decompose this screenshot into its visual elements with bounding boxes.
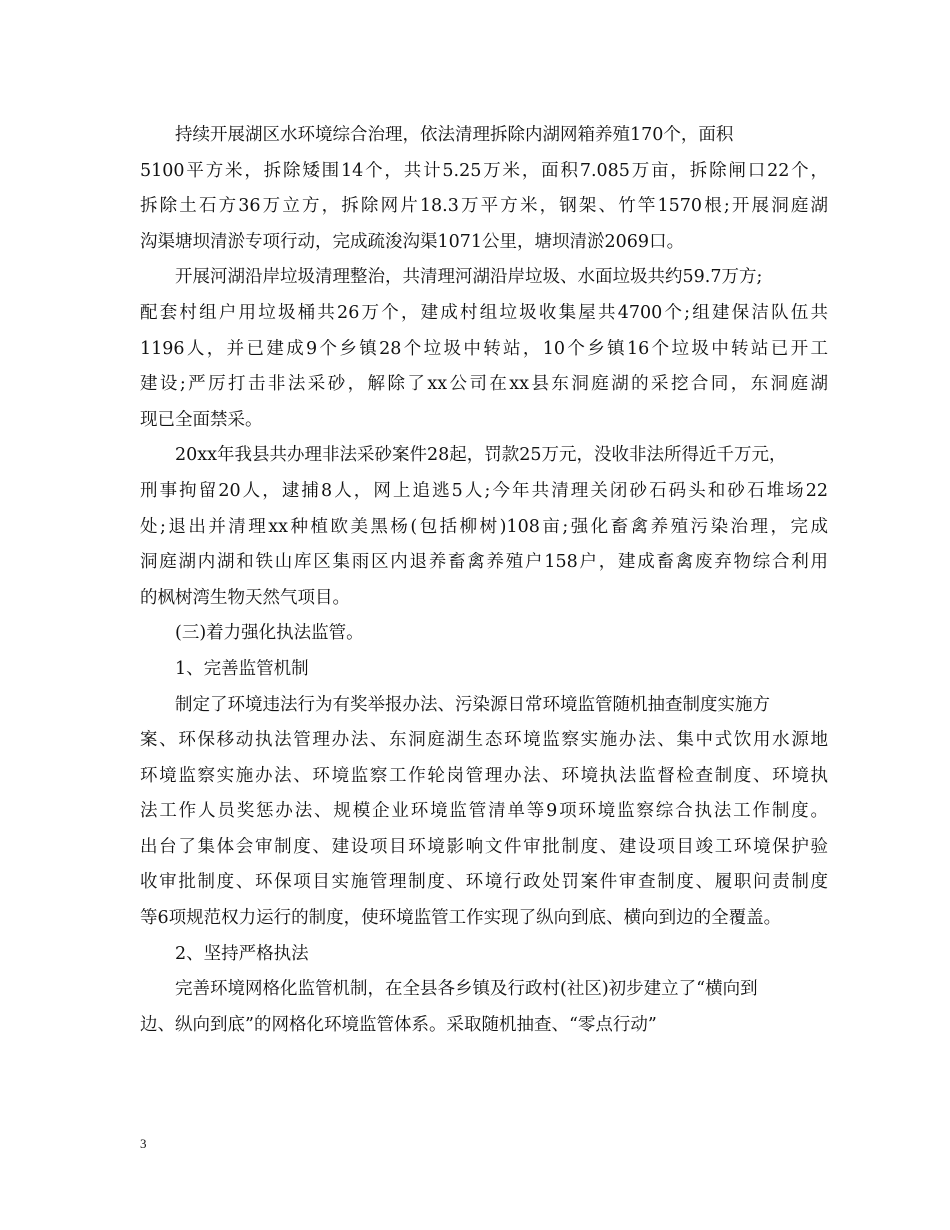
- text-line: 案、环保移动执法管理办法、东洞庭湖生态环境监察实施办法、集中式饮用水源地: [140, 730, 828, 751]
- subsection-heading: 2、坚持严格执法: [175, 943, 309, 964]
- text-line: 制定了环境违法行为有奖举报办法、污染源日常环境监管随机抽查制度实施方: [175, 694, 770, 715]
- body-text: [140, 118, 828, 1043]
- text-line: 完善环境网格化监管机制，在全县各乡镇及行政村(社区)初步建立了“横向到: [175, 979, 758, 1000]
- text-line: 收审批制度、环保项目实施管理制度、环境行政处罚案件审查制度、履职问责制度: [140, 872, 828, 893]
- text-line: 建设;严厉打击非法采砂，解除了xx公司在xx县东洞庭湖的采挖合同，东洞庭湖: [140, 374, 828, 395]
- text-line: 等6项规范权力运行的制度，使环境监管工作实现了纵向到底、横向到边的全覆盖。: [140, 908, 782, 929]
- text-line: 持续开展湖区水环境综合治理，依法清理拆除内湖网箱养殖170个，面积: [175, 125, 734, 145]
- text-line: 边、纵向到底”的网格化环境监管体系。采取随机抽查、“零点行动”: [140, 1014, 657, 1035]
- text-line: 5100平方米，拆除矮围14个，共计5.25万米，面积7.085万亩，拆除闸口22个，: [140, 160, 828, 181]
- text-line: 刑事拘留20人，逮捕8人，网上追逃5人;今年共清理关闭砂石码头和砂石堆场22: [140, 480, 828, 501]
- text-line: 处;退出并清理xx种植欧美黑杨(包括柳树)108亩;强化畜禽养殖污染治理，完成: [140, 516, 828, 537]
- text-line: 出台了集体会审制度、建设项目环境影响文件审批制度、建设项目竣工环境保护验: [140, 836, 828, 857]
- text-line: 沟渠塘坝清淤专项行动，完成疏浚沟渠1071公里，塘坝清淤2069口。: [140, 231, 685, 252]
- text-line: 的枫树湾生物天然气项目。: [140, 587, 350, 608]
- page-number: 3: [140, 1136, 147, 1151]
- text-line: 法工作人员奖惩办法、规模企业环境监管清单等9项环境监察综合执法工作制度。: [140, 801, 828, 822]
- text-line: 现已全面禁采。: [140, 409, 263, 430]
- section-heading: (三)着力强化执法监管。: [175, 623, 364, 644]
- text-line: 配套村组户用垃圾桶共26万个，建成村组垃圾收集屋共4700个;组建保洁队伍共: [140, 302, 828, 323]
- text-line: 20xx年我县共办理非法采砂案件28起，罚款25万元，没收非法所得近千万元，: [175, 445, 787, 466]
- text-line: 拆除土石方36万立方，拆除网片18.3万平方米，钢架、竹竿1570根;开展洞庭湖: [140, 196, 828, 217]
- text-line: 1196人，并已建成9个乡镇28个垃圾中转站，10个乡镇16个垃圾中转站已开工: [140, 338, 828, 359]
- text-line: 开展河湖沿岸垃圾清理整治，共清理河湖沿岸垃圾、水面垃圾共约59.7万方;: [175, 267, 763, 288]
- text-line: 洞庭湖内湖和铁山库区集雨区内退养畜禽养殖户158户，建成畜禽废弃物综合利用: [140, 552, 828, 573]
- text-line: 环境监察实施办法、环境监察工作轮岗管理办法、环境执法监督检查制度、环境执: [140, 765, 828, 786]
- subsection-heading: 1、完善监管机制: [175, 658, 309, 679]
